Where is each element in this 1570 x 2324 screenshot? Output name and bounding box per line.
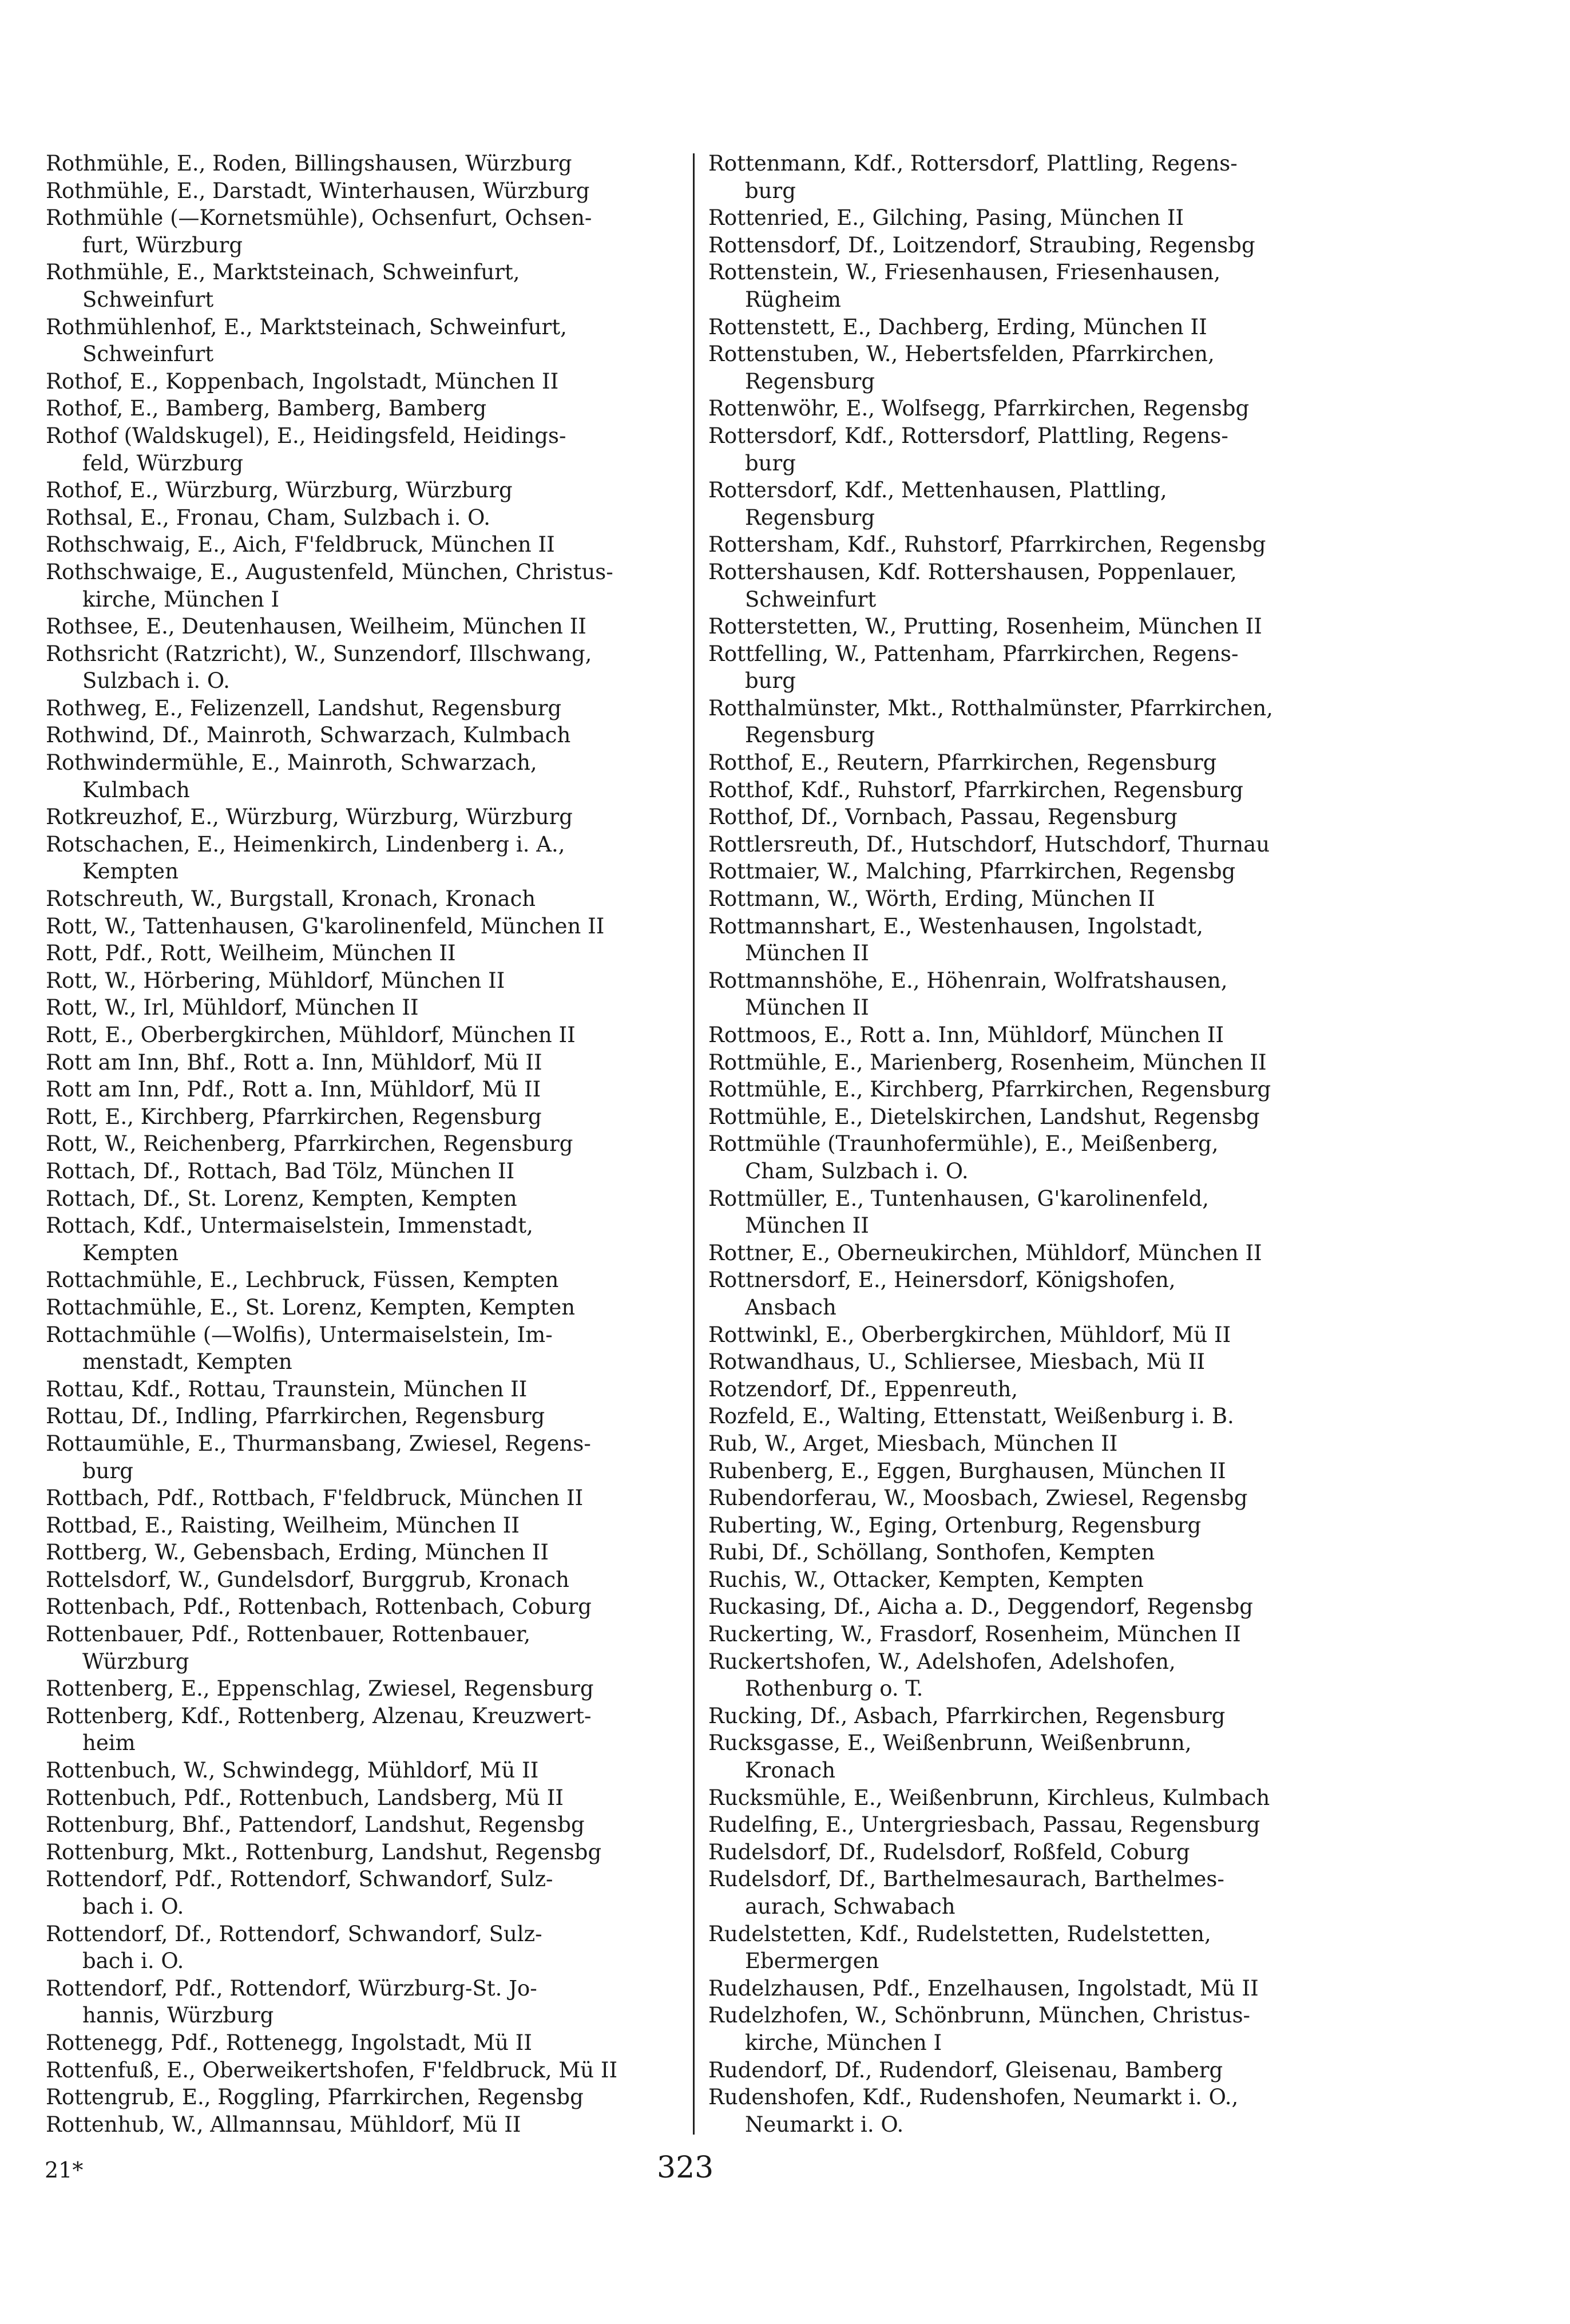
gazetteer-entry xyxy=(46,1757,684,1784)
gazetteer-entry xyxy=(708,803,1527,831)
entry-line: Ruckerting, W., Frasdorf, Rosenheim, München II xyxy=(708,1622,1241,1647)
gazetteer-entry xyxy=(46,1266,684,1294)
entry-line: Rottenbach, Pdf., Rottenbach, Rottenbach, Coburg xyxy=(46,1594,592,1620)
entry-continuation-line: bach i. O. xyxy=(82,1894,184,1919)
entry-continuation-line: Kempten xyxy=(82,859,179,884)
entry-continuation-line: hannis, Würzburg xyxy=(82,2003,274,2028)
gazetteer-entry xyxy=(46,2029,684,2057)
entry-line: Rothmühle, E., Marktsteinach, Schweinfurt, xyxy=(46,260,520,285)
entry-line: Rottengrub, E., Roggling, Pfarrkirchen, Regensbg xyxy=(46,2085,584,2110)
entry-line: Rubenberg, E., Eggen, Burghausen, München II xyxy=(708,1458,1226,1483)
entry-continuation-line: Kronach xyxy=(745,1758,836,1783)
entry-line: Rottau, Df., Indling, Pfarrkirchen, Regensburg xyxy=(46,1404,545,1429)
entry-line: Ruchis, W., Ottacker, Kempten, Kempten xyxy=(708,1567,1144,1592)
entry-continuation-line: Regensburg xyxy=(745,723,875,748)
entry-line: Rottersham, Kdf., Ruhstorf, Pfarrkirchen, Regensbg xyxy=(708,532,1266,557)
entry-line: Rub, W., Arget, Miesbach, München II xyxy=(708,1431,1118,1456)
entry-line: Rothsal, E., Fronau, Cham, Sulzbach i. O. xyxy=(46,505,491,530)
gazetteer-entry xyxy=(46,504,684,532)
entry-line: Rott am Inn, Pdf., Rott a. Inn, Mühldorf, Mü II xyxy=(46,1077,541,1102)
gazetteer-entry xyxy=(708,1103,1527,1131)
entry-continuation-line: Schweinfurt xyxy=(82,342,214,367)
gazetteer-entry xyxy=(46,1566,684,1594)
entry-line: Rottendorf, Pdf., Rottendorf, Schwandorf, Sulz- xyxy=(46,1867,553,1892)
entry-line: Rothschwaige, E., Augustenfeld, München, Christus- xyxy=(46,559,613,584)
entry-line: Ruckasing, Df., Aicha a. D., Deggendorf, Regensbg xyxy=(708,1594,1253,1620)
entry-continuation-line: Ansbach xyxy=(745,1294,836,1320)
entry-line: Rottmaier, W., Malching, Pfarrkirchen, Regensbg xyxy=(708,859,1236,884)
entry-line: Rottenried, E., Gilching, Pasing, München II xyxy=(708,205,1184,231)
gazetteer-entry xyxy=(46,1294,684,1321)
gazetteer-entry xyxy=(46,1593,684,1621)
gazetteer-entry xyxy=(46,967,684,995)
gazetteer-entry xyxy=(708,1512,1527,1539)
entry-line: Rudelzhausen, Pdf., Enzelhausen, Ingolstadt, Mü II xyxy=(708,1975,1259,2001)
entry-line: Rothweg, E., Felizenzell, Landshut, Regensburg xyxy=(46,695,562,720)
entry-continuation-line: Regensburg xyxy=(745,369,875,394)
entry-continuation-line: München II xyxy=(745,1213,869,1238)
entry-line: Rottenhub, W., Allmannsau, Mühldorf, Mü II xyxy=(46,2112,521,2137)
gazetteer-entry xyxy=(46,613,684,640)
gazetteer-entry xyxy=(708,858,1527,885)
entry-line: Rottaumühle, E., Thurmansbang, Zwiesel, Regens- xyxy=(46,1431,591,1456)
entry-line: Rottlersreuth, Df., Hutschdorf, Hutschdorf, Thurnau xyxy=(708,832,1270,857)
gazetteer-entry xyxy=(708,1539,1527,1566)
entry-continuation-line: furt, Würzburg xyxy=(82,232,243,258)
entry-line: Rothof (Waldskugel), E., Heidingsfeld, Heidings- xyxy=(46,423,566,448)
gazetteer-entry xyxy=(46,177,684,205)
printer-signature: 21* xyxy=(45,2157,84,2183)
entry-continuation-line: Kulmbach xyxy=(82,777,190,802)
entry-continuation-line: burg xyxy=(745,668,796,694)
gazetteer-entry xyxy=(708,1321,1527,1349)
gazetteer-entry xyxy=(708,967,1527,1022)
gazetteer-entry xyxy=(46,722,684,749)
entry-line: Rotzendorf, Df., Eppenreuth, xyxy=(708,1376,1018,1401)
entry-continuation-line: Cham, Sulzbach i. O. xyxy=(745,1158,969,1183)
entry-line: Rothsee, E., Deutenhausen, Weilheim, München II xyxy=(46,614,586,639)
entry-line: Rotschachen, E., Heimenkirch, Lindenberg i. A., xyxy=(46,832,565,857)
gazetteer-entry xyxy=(46,994,684,1022)
entry-line: Rottersdorf, Kdf., Mettenhausen, Plattling, xyxy=(708,478,1167,503)
entry-line: Rotthof, Df., Vornbach, Passau, Regensburg xyxy=(708,805,1178,830)
entry-line: Rotkreuzhof, E., Würzburg, Würzburg, Würzburg xyxy=(46,805,573,830)
entry-line: Rottach, Df., Rottach, Bad Tölz, München II xyxy=(46,1158,515,1183)
entry-line: Rottmüller, E., Tuntenhausen, G'karolinenfeld, xyxy=(708,1186,1209,1211)
entry-continuation-line: heim xyxy=(82,1731,136,1756)
gazetteer-entry xyxy=(708,1185,1527,1240)
page-number: 323 xyxy=(657,2151,714,2185)
entry-line: Rottmühle (Traunhofermühle), E., Meißenberg, xyxy=(708,1131,1219,1157)
gazetteer-entry xyxy=(46,1784,684,1812)
entry-line: Rubi, Df., Schöllang, Sonthofen, Kempten xyxy=(708,1540,1155,1565)
entry-continuation-line: Sulzbach i. O. xyxy=(82,668,230,694)
gazetteer-entry xyxy=(708,2084,1527,2138)
gazetteer-entry xyxy=(46,1185,684,1213)
entry-line: Rottenberg, Kdf., Rottenberg, Alzenau, Kreuzwert- xyxy=(46,1703,592,1728)
entry-line: Rott, W., Irl, Mühldorf, München II xyxy=(46,995,419,1020)
entry-continuation-line: Schweinfurt xyxy=(745,587,877,612)
entry-line: Rottberg, W., Gebensbach, Erding, München II xyxy=(46,1540,549,1565)
gazetteer-entry xyxy=(708,1703,1527,1730)
entry-line: Rottfelling, W., Pattenham, Pfarrkirchen, Regens- xyxy=(708,641,1239,666)
gazetteer-entry xyxy=(708,1839,1527,1866)
gazetteer-entry xyxy=(46,422,684,477)
gazetteer-entry xyxy=(708,1921,1527,1975)
entry-line: Rottenwöhr, E., Wolfsegg, Pfarrkirchen, Regensbg xyxy=(708,396,1250,421)
entry-continuation-line: kirche, München I xyxy=(82,587,280,612)
gazetteer-entry xyxy=(708,1430,1527,1458)
entry-line: Rottmann, W., Wörth, Erding, München II xyxy=(708,886,1155,912)
gazetteer-entry xyxy=(708,1458,1527,1485)
entry-line: Rottenstuben, W., Hebertsfelden, Pfarrkirchen, xyxy=(708,342,1215,367)
gazetteer-entry xyxy=(46,1430,684,1484)
gazetteer-entry xyxy=(46,477,684,504)
entry-continuation-line: aurach, Schwabach xyxy=(745,1894,956,1919)
entry-continuation-line: burg xyxy=(82,1458,133,1483)
entry-line: Rothof, E., Bamberg, Bamberg, Bamberg xyxy=(46,396,487,421)
entry-line: Rottenbauer, Pdf., Rottenbauer, Rottenbauer, xyxy=(46,1622,531,1647)
entry-line: Rottelsdorf, W., Gundelsdorf, Burggrub, Kronach xyxy=(46,1567,569,1592)
gazetteer-entry xyxy=(708,1566,1527,1594)
gazetteer-entry xyxy=(708,1621,1527,1648)
gazetteer-entry xyxy=(708,1376,1527,1403)
entry-line: Rott am Inn, Bhf., Rott a. Inn, Mühldorf, Mü II xyxy=(46,1050,542,1075)
entry-line: Rottmannshöhe, E., Höhenrain, Wolfratshausen, xyxy=(708,968,1228,993)
entry-line: Rudelsdorf, Df., Rudelsdorf, Roßfeld, Coburg xyxy=(708,1839,1190,1864)
gazetteer-entry xyxy=(708,695,1527,749)
gazetteer-entry xyxy=(708,2002,1527,2056)
gazetteer-entry xyxy=(46,640,684,695)
entry-line: Rottersdorf, Kdf., Rottersdorf, Plattling, Regens- xyxy=(708,423,1228,448)
gazetteer-entry xyxy=(708,2057,1527,2084)
gazetteer-entry xyxy=(708,749,1527,777)
gazetteer-entry xyxy=(708,613,1527,640)
gazetteer-entry xyxy=(708,531,1527,559)
gazetteer-entry xyxy=(708,1240,1527,1267)
gazetteer-entry xyxy=(46,885,684,913)
entry-line: Rottbach, Pdf., Rottbach, F'feldbruck, München II xyxy=(46,1486,584,1511)
gazetteer-entry xyxy=(708,204,1527,232)
gazetteer-entry xyxy=(708,1076,1527,1103)
gazetteer-entry xyxy=(708,640,1527,695)
entry-line: Rottachmühle (—Wolfis), Untermaiselstein, Im- xyxy=(46,1322,553,1347)
entry-line: Rottner, E., Oberneukirchen, Mühldorf, München II xyxy=(708,1240,1262,1265)
entry-continuation-line: Neumarkt i. O. xyxy=(745,2112,904,2137)
entry-line: Rottmühle, E., Marienberg, Rosenheim, München II xyxy=(708,1050,1267,1075)
gazetteer-entry xyxy=(46,1022,684,1049)
entry-line: Rottenburg, Bhf., Pattendorf, Landshut, Regensbg xyxy=(46,1812,585,1838)
entry-line: Rottmoos, E., Rott a. Inn, Mühldorf, München II xyxy=(708,1023,1224,1047)
entry-line: Rothmühle (—Kornetsmühle), Ochsenfurt, Ochsen- xyxy=(46,205,592,231)
gazetteer-entry xyxy=(46,1376,684,1403)
entry-line: Rothwindermühle, E., Mainroth, Schwarzach, xyxy=(46,750,537,775)
gazetteer-entry xyxy=(708,1403,1527,1430)
right-column xyxy=(708,150,1527,2138)
entry-continuation-line: Kempten xyxy=(82,1240,179,1265)
entry-line: Rottensdorf, Df., Loitzendorf, Straubing, Regensbg xyxy=(708,232,1255,258)
gazetteer-entry xyxy=(46,395,684,422)
column-divider xyxy=(693,153,695,2135)
gazetteer-entry xyxy=(708,1784,1527,1812)
entry-line: Rott, Pdf., Rott, Weilheim, München II xyxy=(46,941,456,966)
gazetteer-entry xyxy=(708,314,1527,341)
entry-line: Rucking, Df., Asbach, Pfarrkirchen, Regensburg xyxy=(708,1703,1226,1728)
gazetteer-entry xyxy=(708,1811,1527,1839)
gazetteer-entry xyxy=(46,2084,684,2111)
entry-line: Rothmühle, E., Darstadt, Winterhausen, Würzburg xyxy=(46,178,590,203)
entry-line: Rottenburg, Mkt., Rottenburg, Landshut, Regensbg xyxy=(46,1839,602,1864)
entry-line: Rottenstett, E., Dachberg, Erding, München II xyxy=(708,314,1207,339)
entry-line: Rottau, Kdf., Rottau, Traunstein, München II xyxy=(46,1376,528,1401)
gazetteer-entry xyxy=(708,1729,1527,1784)
gazetteer-entry xyxy=(46,1539,684,1566)
gazetteer-entry xyxy=(708,777,1527,804)
gazetteer-entry xyxy=(46,1675,684,1703)
entry-line: Rotschreuth, W., Burgstall, Kronach, Kronach xyxy=(46,886,536,912)
gazetteer-entry xyxy=(46,559,684,613)
gazetteer-entry xyxy=(708,1648,1527,1703)
entry-line: Rottenberg, E., Eppenschlag, Zwiesel, Regensburg xyxy=(46,1676,594,1701)
entry-continuation-line: feld, Würzburg xyxy=(82,450,244,476)
gazetteer-entry xyxy=(46,803,684,831)
gazetteer-entry xyxy=(46,1621,684,1675)
gazetteer-entry xyxy=(46,531,684,559)
entry-line: Rotthalmünster, Mkt., Rotthalmünster, Pfarrkirchen, xyxy=(708,695,1273,720)
gazetteer-entry xyxy=(46,940,684,967)
gazetteer-entry xyxy=(46,1975,684,2029)
entry-line: Rudelzhofen, W., Schönbrunn, München, Christus- xyxy=(708,2003,1251,2028)
gazetteer-entry xyxy=(708,1866,1527,1920)
entry-continuation-line: Schweinfurt xyxy=(82,287,214,312)
entry-line: Rottenmann, Kdf., Rottersdorf, Plattling, Regens- xyxy=(708,151,1238,176)
gazetteer-entry xyxy=(708,1022,1527,1049)
gazetteer-entry xyxy=(46,2111,684,2139)
gazetteer-entry xyxy=(46,1103,684,1131)
entry-line: Rottenfuß, E., Oberweikertshofen, F'feldbruck, Mü II xyxy=(46,2057,618,2083)
gazetteer-entry xyxy=(708,477,1527,531)
gazetteer-entry xyxy=(708,913,1527,967)
entry-line: Rudenshofen, Kdf., Rudenshofen, Neumarkt i. O., xyxy=(708,2085,1239,2110)
gazetteer-entry xyxy=(46,1921,684,1975)
entry-continuation-line: Regensburg xyxy=(745,505,875,530)
gazetteer-entry xyxy=(708,422,1527,477)
entry-continuation-line: menstadt, Kempten xyxy=(82,1349,292,1375)
gazetteer-entry xyxy=(708,1130,1527,1185)
gazetteer-entry xyxy=(46,259,684,313)
entry-line: Rothmühle, E., Roden, Billingshausen, Würzburg xyxy=(46,151,572,176)
gazetteer-entry xyxy=(46,1512,684,1539)
entry-line: Rottmühle, E., Dietelskirchen, Landshut, Regensbg xyxy=(708,1104,1260,1129)
gazetteer-entry xyxy=(708,150,1527,204)
entry-line: Rucksgasse, E., Weißenbrunn, Weißenbrunn, xyxy=(708,1731,1192,1756)
gazetteer-entry xyxy=(708,259,1527,313)
entry-line: Rothof, E., Würzburg, Würzburg, Würzburg xyxy=(46,478,513,503)
entry-line: Rottmühle, E., Kirchberg, Pfarrkirchen, Regensburg xyxy=(708,1077,1271,1102)
entry-continuation-line: Rügheim xyxy=(745,287,842,312)
gazetteer-entry xyxy=(46,695,684,722)
gazetteer-entry xyxy=(46,749,684,803)
gazetteer-entry xyxy=(46,913,684,940)
gazetteer-entry xyxy=(46,1703,684,1757)
gazetteer-entry xyxy=(708,1975,1527,2002)
entry-line: Rotthof, Kdf., Ruhstorf, Pfarrkirchen, Regensburg xyxy=(708,777,1243,802)
entry-line: Rottnersdorf, E., Heinersdorf, Königshofen, xyxy=(708,1268,1176,1293)
gazetteer-entry xyxy=(708,831,1527,858)
entry-line: Rottendorf, Pdf., Rottendorf, Würzburg-St. Jo- xyxy=(46,1975,537,2001)
gazetteer-entry xyxy=(46,1130,684,1158)
entry-line: Rott, E., Oberbergkirchen, Mühldorf, München II xyxy=(46,1023,576,1047)
gazetteer-entry xyxy=(708,559,1527,613)
gazetteer-entry xyxy=(46,1158,684,1185)
gazetteer-entry xyxy=(46,1839,684,1866)
gazetteer-entry xyxy=(708,1593,1527,1621)
entry-line: Rottach, Kdf., Untermaiselstein, Immenstadt, xyxy=(46,1213,533,1238)
entry-line: Ruberting, W., Eging, Ortenburg, Regensburg xyxy=(708,1513,1202,1538)
entry-line: Rotthof, E., Reutern, Pfarrkirchen, Regensburg xyxy=(708,750,1217,775)
gazetteer-entry xyxy=(708,1266,1527,1321)
entry-continuation-line: München II xyxy=(745,941,869,966)
entry-line: Rothschwaig, E., Aich, F'feldbruck, München II xyxy=(46,532,555,557)
entry-continuation-line: Ebermergen xyxy=(745,1949,879,1974)
gazetteer-entry xyxy=(46,1866,684,1920)
entry-line: Rott, W., Tattenhausen, G'karolinenfeld, München II xyxy=(46,913,605,939)
entry-continuation-line: bach i. O. xyxy=(82,1949,184,1974)
gazetteer-entry xyxy=(46,1076,684,1103)
entry-line: Rottendorf, Df., Rottendorf, Schwandorf, Sulz- xyxy=(46,1921,542,1946)
entry-continuation-line: Würzburg xyxy=(82,1649,189,1674)
entry-line: Rudelfing, E., Untergriesbach, Passau, Regensburg xyxy=(708,1812,1260,1838)
gazetteer-entry xyxy=(46,204,684,259)
entry-line: Rudendorf, Df., Rudendorf, Gleisenau, Bamberg xyxy=(708,2057,1223,2083)
entry-line: Rotterstetten, W., Prutting, Rosenheim, München II xyxy=(708,614,1262,639)
entry-line: Rottach, Df., St. Lorenz, Kempten, Kempten xyxy=(46,1186,517,1211)
entry-line: Rothwind, Df., Mainroth, Schwarzach, Kulmbach xyxy=(46,723,571,748)
gazetteer-entry xyxy=(46,150,684,177)
entry-line: Rottenstein, W., Friesenhausen, Friesenhausen, xyxy=(708,260,1221,285)
entry-continuation-line: Rothenburg o. T. xyxy=(745,1676,923,1701)
gazetteer-entry xyxy=(46,1321,684,1376)
gazetteer-entry xyxy=(46,1811,684,1839)
gazetteer-entry xyxy=(46,1212,684,1266)
gazetteer-entry xyxy=(708,1484,1527,1512)
gazetteer-entry xyxy=(46,1484,684,1512)
gazetteer-entry xyxy=(708,395,1527,422)
gazetteer-entry xyxy=(708,1348,1527,1376)
entry-line: Ruckertshofen, W., Adelshofen, Adelshofen, xyxy=(708,1649,1176,1674)
entry-line: Rott, W., Reichenberg, Pfarrkirchen, Regensburg xyxy=(46,1131,573,1157)
entry-line: Rottachmühle, E., Lechbruck, Füssen, Kempten xyxy=(46,1268,559,1293)
entry-line: Rothmühlenhof, E., Marktsteinach, Schweinfurt, xyxy=(46,314,567,339)
gazetteer-entry xyxy=(708,885,1527,913)
entry-line: Rottenbuch, Pdf., Rottenbuch, Landsberg, Mü II xyxy=(46,1785,564,1810)
entry-continuation-line: München II xyxy=(745,995,869,1020)
gazetteer-entry xyxy=(46,1403,684,1430)
left-column xyxy=(46,150,684,2138)
entry-line: Rottachmühle, E., St. Lorenz, Kempten, Kempten xyxy=(46,1294,576,1320)
gazetteer-entry xyxy=(708,1049,1527,1076)
gazetteer-entry xyxy=(46,831,684,885)
entry-line: Rucksmühle, E., Weißenbrunn, Kirchleus, Kulmbach xyxy=(708,1785,1270,1810)
entry-line: Rottershausen, Kdf. Rottershausen, Poppenlauer, xyxy=(708,559,1237,584)
gazetteer-entry xyxy=(46,314,684,368)
entry-line: Rotwandhaus, U., Schliersee, Miesbach, Mü II xyxy=(708,1349,1206,1375)
entry-line: Rott, E., Kirchberg, Pfarrkirchen, Regensburg xyxy=(46,1104,542,1129)
entry-line: Rottwinkl, E., Oberbergkirchen, Mühldorf, Mü II xyxy=(708,1322,1231,1347)
entry-line: Rudelstetten, Kdf., Rudelstetten, Rudelstetten, xyxy=(708,1921,1211,1946)
entry-line: Rottenbuch, W., Schwindegg, Mühldorf, Mü II xyxy=(46,1758,539,1783)
entry-line: Rottbad, E., Raisting, Weilheim, München II xyxy=(46,1513,520,1538)
entry-line: Rothsricht (Ratzricht), W., Sunzendorf, Illschwang, xyxy=(46,641,592,666)
entry-line: Rott, W., Hörbering, Mühldorf, München II xyxy=(46,968,505,993)
gazetteer-entry xyxy=(46,1049,684,1076)
entry-line: Rothof, E., Koppenbach, Ingolstadt, München II xyxy=(46,369,559,394)
entry-line: Rozfeld, E., Walting, Ettenstatt, Weißenburg i. B. xyxy=(708,1404,1234,1429)
entry-line: Rottenegg, Pdf., Rottenegg, Ingolstadt, Mü II xyxy=(46,2030,532,2055)
entry-continuation-line: burg xyxy=(745,178,796,203)
gazetteer-entry xyxy=(46,2057,684,2084)
entry-continuation-line: burg xyxy=(745,450,796,476)
gazetteer-entry xyxy=(708,341,1527,395)
entry-line: Rottmannshart, E., Westenhausen, Ingolstadt, xyxy=(708,913,1203,939)
entry-continuation-line: kirche, München I xyxy=(745,2030,942,2055)
entry-line: Rudelsdorf, Df., Barthelmesaurach, Barthelmes- xyxy=(708,1867,1224,1892)
gazetteer-entry xyxy=(46,368,684,395)
gazetteer-entry xyxy=(708,232,1527,259)
entry-line: Rubendorferau, W., Moosbach, Zwiesel, Regensbg xyxy=(708,1486,1248,1511)
